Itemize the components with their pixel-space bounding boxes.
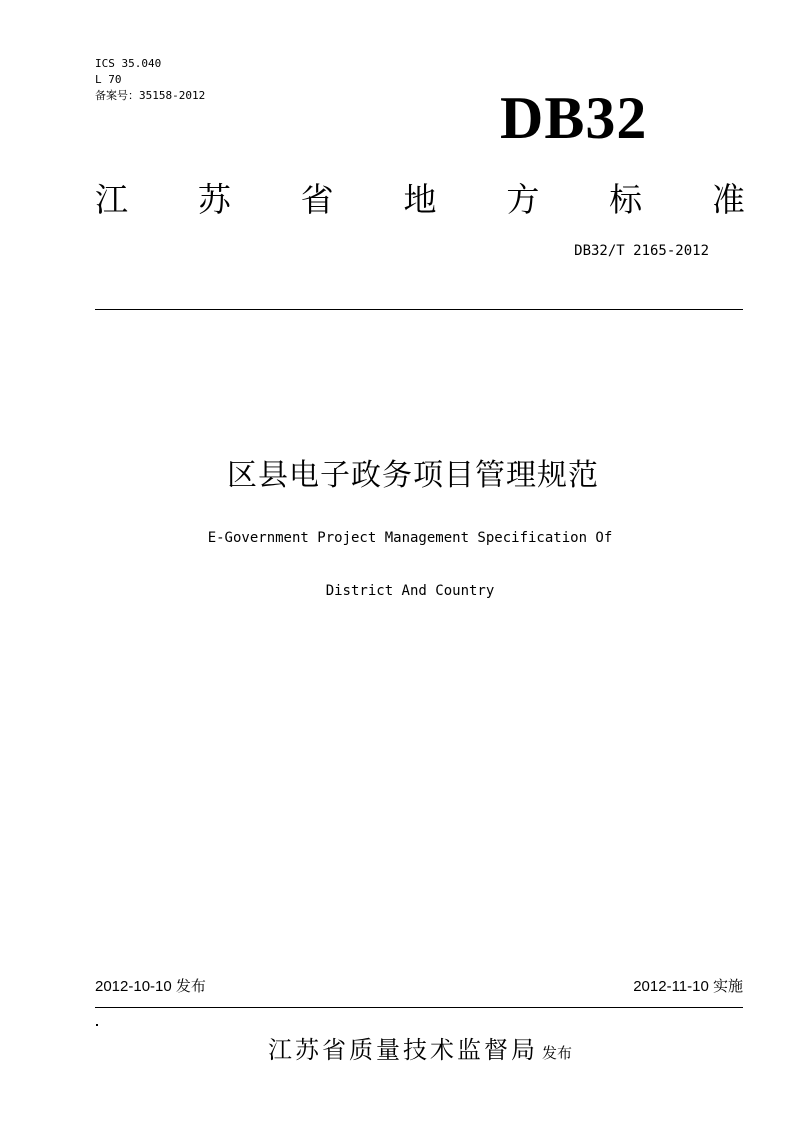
record-number: 备案号：35158-2012: [95, 89, 206, 102]
standard-type-char: 准: [711, 180, 745, 219]
standard-number: DB32/T 2165-2012: [574, 243, 709, 259]
stray-mark: [96, 1024, 98, 1026]
footer-divider: [95, 1007, 743, 1008]
standard-type-char: 方: [506, 180, 540, 219]
document-title-en-line2: District And Country: [325, 583, 495, 599]
standard-type-char: 省: [300, 180, 334, 219]
header-divider: [95, 309, 743, 310]
ics-code: ICS 35.040: [95, 57, 162, 70]
publish-date: 2012-10-10 发布: [95, 978, 206, 995]
date-row: [95, 976, 743, 998]
standard-type-char: 地: [403, 180, 437, 219]
class-code: L 70: [95, 73, 122, 86]
document-title-en-line1: E-Government Project Management Specification Of: [207, 530, 613, 546]
standard-logo: DB32: [500, 85, 648, 151]
standard-type-char: 标: [609, 180, 643, 219]
classification-codes: [95, 56, 205, 104]
document-title-zh: 区县电子政务项目管理规范: [227, 458, 599, 493]
issuer-suffix: 发布: [541, 1044, 572, 1062]
implement-date: 2012-11-10 实施: [633, 978, 743, 995]
issuer: [0, 1030, 800, 1065]
standard-type-title: [95, 176, 745, 224]
standard-type-char: 江: [95, 180, 128, 219]
standard-type-char: 苏: [197, 180, 231, 219]
issuer-name: 江苏省质量技术监督局: [267, 1036, 538, 1064]
